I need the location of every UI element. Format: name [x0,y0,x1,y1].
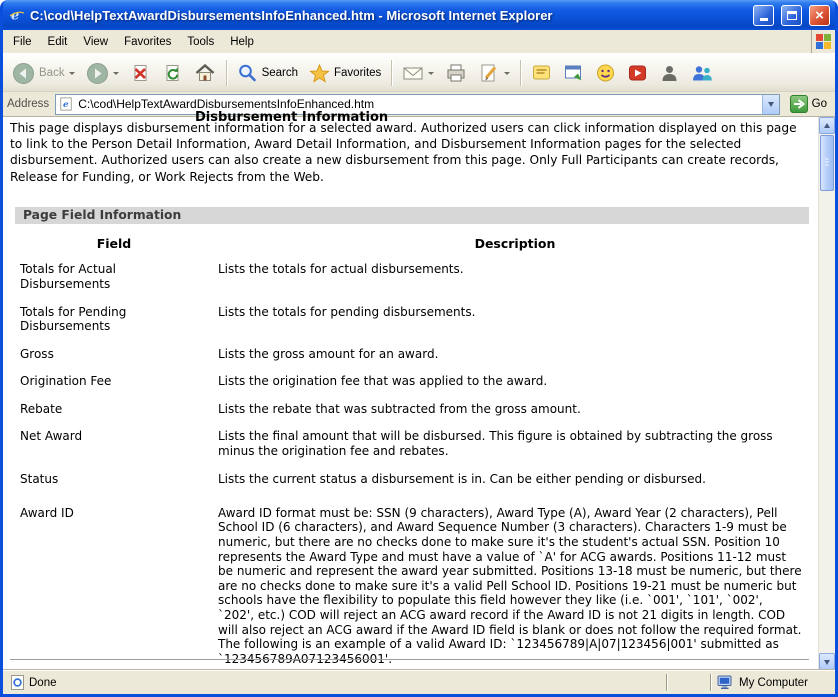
favorites-label: Favorites [334,67,382,79]
home-icon [194,62,216,84]
field-description: Lists the gross amount for an award. [218,346,439,361]
msn-messenger-button[interactable] [686,60,719,86]
menu-favorites[interactable]: Favorites [124,35,172,48]
vertical-scrollbar[interactable] [818,117,835,670]
field-column-header: Field [96,235,132,251]
scroll-up-button[interactable] [819,117,835,134]
field-description: Lists the final amount that will be disbursed. This figure is obtained by subtracting the gross minus the origination fee and rebates. [218,429,773,459]
table-row [10,465,812,493]
help-page [3,110,818,670]
back-label: Back [39,67,65,79]
table-row [10,256,812,298]
forward-history-chevron-icon [113,72,119,78]
table-row [10,493,812,673]
field-name: Totals for Pending Disbursements [20,304,127,334]
status-text: Done [29,676,57,689]
clipped-heading: Disbursement Information [195,110,389,125]
scroll-down-button[interactable] [819,653,835,670]
refresh-button[interactable] [157,60,188,87]
person-icon [659,63,680,83]
field-name: Origination Fee [20,374,112,389]
back-button[interactable] [7,59,80,88]
scrollbar-thumb[interactable] [820,135,834,191]
toolbar-separator [520,60,521,86]
field-name: Gross [20,346,54,361]
minimize-button[interactable] [753,5,774,26]
address-label: Address [7,98,50,110]
description-column-header: Description [474,235,556,251]
back-icon [12,62,35,85]
mail-button[interactable] [397,60,439,86]
favorites-button[interactable] [304,60,386,87]
field-description: Award ID format must be: SSN (9 characters), Award Type (A), Award Year (2 characters), Pell School ID (6 characters), and Award Sequence Number (3 characters). Characters 1-9 must be numeric, but there are no checks done to make sure it's the student's actual SSN. Position 10 represents the Award Type and must have a value of `A' for ACG awards. Positions 11-12 must be numeric and represent the award year submitted. Positions 13-18 must be numeric, but there are no checks done to make sure it's a valid Pell School ID. Positions 19-21 must be numeric but schools have the flexibility to populate this field however they like (i.e. `001', `101', `002', `202', etc.) COD will reject an ACG award record if the Award ID is not 21 digits in length. COD will also reject an ACG award if the Award ID field is blank or does not follow the required format. The following is an example of a valid Award ID: `123456789|A|07|123456|001' submitted as `123456789A07123456001'. [218,505,802,666]
refresh-icon [162,63,183,84]
yahoo-messenger-icon [595,63,616,83]
status-page-icon [11,675,24,690]
svg-text:e: e [63,100,69,111]
real-player-icon [627,63,648,83]
table-row [10,395,812,423]
zone-label: My Computer [739,676,809,689]
menu-help[interactable]: Help [230,35,254,48]
status-panel [6,671,666,694]
messenger-window-button[interactable] [558,60,589,86]
table-header-row [10,229,812,256]
print-icon [445,63,467,83]
search-button[interactable] [232,60,303,87]
field-description: Lists the totals for actual disbursements. [218,262,464,277]
edit-icon [478,63,500,83]
field-name: Rebate [20,401,63,416]
standard-toolbar [3,54,835,92]
go-label: Go [811,98,827,110]
favorites-star-icon [309,63,330,84]
field-description: Lists the rebate that was subtracted from the gross amount. [218,401,581,416]
field-name: Totals for Actual Disbursements [20,262,116,291]
scrollbar-track[interactable] [819,134,835,653]
field-info-table [10,229,812,673]
discuss-icon [531,63,552,83]
address-value: C:\cod\HelpTextAwardDisbursementsInfoEnhanced.htm [78,97,375,111]
page-content-area [3,110,835,670]
toolbar-separator [391,60,392,86]
forward-icon [86,62,109,85]
table-row [10,298,812,340]
table-row [10,368,812,396]
field-name: Award ID [20,505,74,520]
edit-button[interactable] [473,60,515,86]
menu-edit[interactable]: Edit [47,35,68,48]
intro-paragraph: This page displays disbursement information for a selected award. Authorized users can click information displayed on this page to link to the Person Detail Information, Award Detail Information, and Disbursement Information pages for the selected disbursement. Authorized users can also create a new disbursement from this page. Only Full Participants can create records, Release for Funding, or Work Rejects from the Web. [10,121,797,184]
print-button[interactable] [440,60,472,86]
svg-text:e: e [11,8,20,24]
stop-icon [130,63,151,84]
table-row [10,423,812,465]
toolbar-separator [226,60,227,86]
edit-chevron-icon [504,72,510,78]
messenger-window-icon [563,63,584,83]
horizontal-rule [10,659,809,660]
window-title: C:\cod\HelpTextAwardDisbursementsInfoEnhanced.htm - Microsoft Internet Explorer [30,7,553,23]
forward-button[interactable] [81,59,124,88]
table-row [10,340,812,368]
section-header: Page Field Information [15,207,809,224]
status-bar [3,670,835,694]
security-zone-panel [712,671,832,694]
mail-chevron-icon [428,72,434,78]
search-icon [237,63,258,84]
field-description: Lists the totals for pending disbursements. [218,304,476,319]
discuss-button[interactable] [526,60,557,86]
field-name: Status [20,471,59,486]
search-label: Search [261,67,299,79]
field-description: Lists the origination fee that was applied to the award. [218,374,548,389]
maximize-button[interactable] [781,5,802,26]
mail-icon [402,63,424,83]
field-name: Net Award [20,429,83,444]
my-computer-icon [717,675,734,690]
menu-view[interactable]: View [83,35,109,48]
back-history-chevron-icon [69,72,75,78]
yahoo-messenger-button[interactable] [590,60,621,86]
status-empty-panel [668,671,710,694]
title-bar [3,0,835,30]
close-button[interactable]: × [809,5,830,26]
menu-bar [3,30,835,54]
field-description: Lists the current status a disbursement is in. Can be either pending or disbursed. [218,471,706,486]
home-button[interactable] [189,59,221,87]
page-ie-icon [59,97,73,111]
stop-button[interactable] [125,60,156,87]
windows-flag-icon [811,30,835,53]
people-icon [691,63,714,83]
menu-tools[interactable]: Tools [187,35,215,48]
menu-file[interactable]: File [13,35,32,48]
real-player-button[interactable] [622,60,653,86]
ie-logo-icon [9,7,25,23]
contact-person-button[interactable] [654,60,685,86]
